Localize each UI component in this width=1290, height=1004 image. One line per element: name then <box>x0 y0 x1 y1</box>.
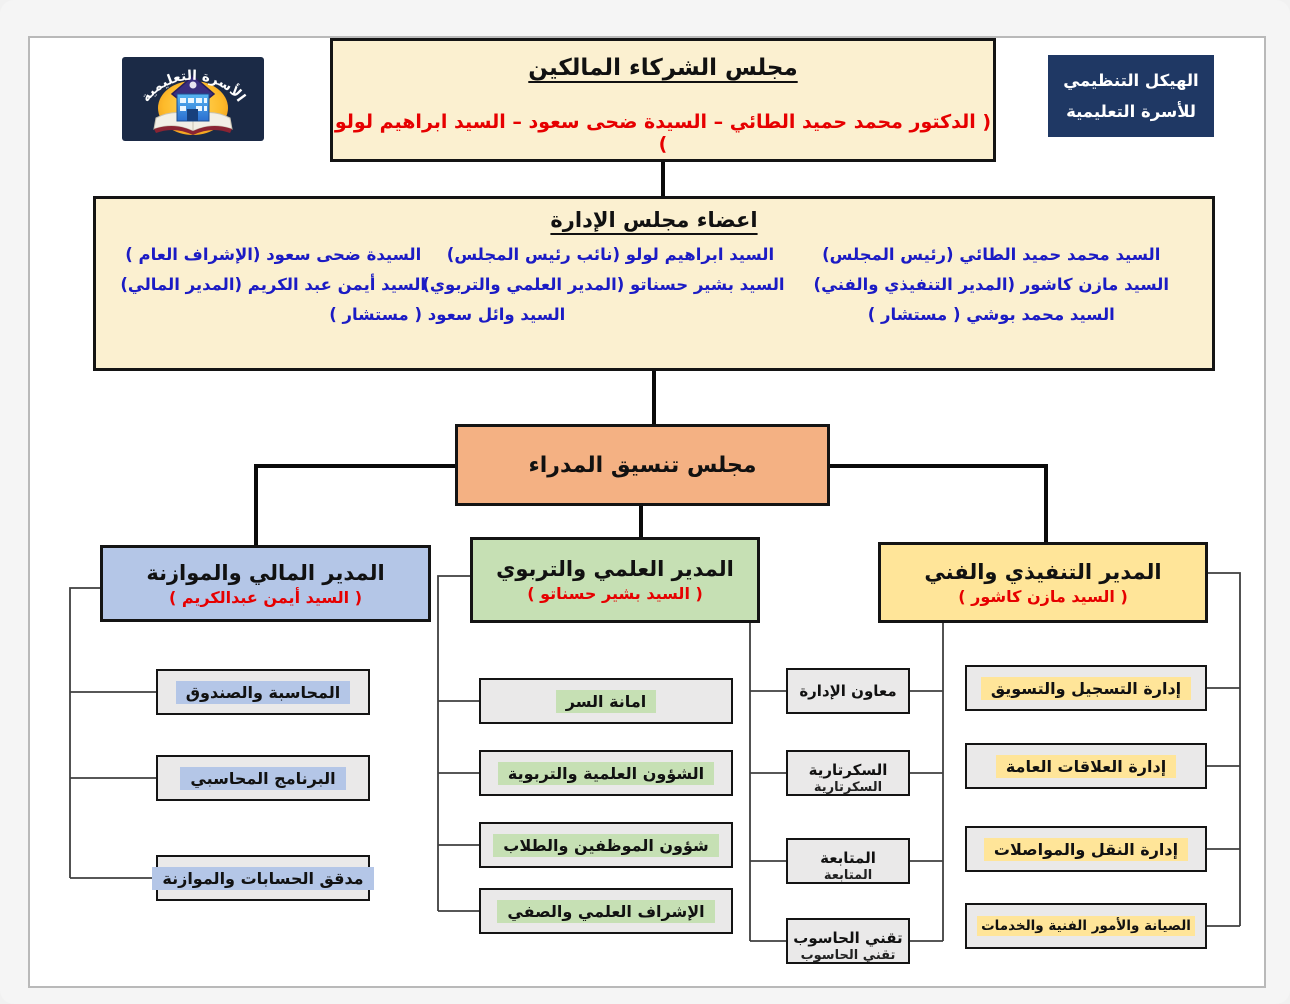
board-member: السيد محمد بوشي ( مستشار ) <box>867 305 1115 324</box>
financial-unit-accounting: المحاسبة والصندوق <box>156 669 370 715</box>
executive-unit-transportation: إدارة النقل والمواصلات <box>965 826 1207 872</box>
support-unit-secretary: السكرتارية السكرتارية <box>786 750 910 796</box>
financial-manager-person: ( السيد أيمن عبدالكريم ) <box>168 587 363 607</box>
board-member: السيد أيمن عبد الكريم (المدير المالي) <box>120 275 427 294</box>
financial-unit-auditor: مدقق الحسابات والموازنة <box>156 855 370 901</box>
academic-manager-box <box>470 537 760 623</box>
academic-unit-staff-students: شؤون الموظفين والطلاب <box>479 822 733 868</box>
board-member: السيد محمد حميد الطائي (رئيس المجلس) <box>822 245 1161 264</box>
badge-line-2: للأسرة التعليمية <box>1066 102 1196 121</box>
executive-manager-person: ( السيد مازن كاشور ) <box>958 586 1128 606</box>
executive-manager-title: المدير التنفيذي والفني <box>924 559 1162 584</box>
support-unit-computer-tech: تقني الحاسوب تقني الحاسوب <box>786 918 910 964</box>
owners-board-title: مجلس الشركاء المالكين <box>528 55 798 81</box>
board-members-box <box>93 196 1215 371</box>
board-member: السيد ابراهيم لولو (نائب رئيس المجلس) <box>446 245 775 264</box>
academic-manager-title: المدير العلمي والتربوي <box>496 557 734 581</box>
logo-text: الأسرة التعليمية <box>137 67 249 106</box>
board-member: السيدة ضحى سعود (الإشراف العام ) <box>125 245 422 264</box>
executive-unit-registration-marketing: إدارة التسجيل والتسويق <box>965 665 1207 711</box>
support-unit-admin-assistant: معاون الإدارة <box>786 668 910 714</box>
academic-unit-secretariat: امانة السر <box>479 678 733 724</box>
board-member: السيد وائل سعود ( مستشار ) <box>329 305 566 324</box>
owners-board-partners: ( الدكتور محمد حميد الطائي – السيدة ضحى سعود – السيد ابراهيم لولو ) <box>334 111 992 155</box>
coordination-council-box <box>455 424 830 506</box>
board-member: السيد بشير حسناتو (المدير العلمي والتربوي) <box>422 275 785 294</box>
board-members-title: اعضاء مجلس الإدارة <box>550 208 758 232</box>
support-unit-followup: المتابعة المتابعة <box>786 838 910 884</box>
owners-board-box <box>330 38 996 162</box>
coordination-council-title: مجلس تنسيق المدراء <box>528 452 757 478</box>
executive-manager-box <box>878 542 1208 623</box>
financial-manager-title: المدير المالي والموازنة <box>146 560 385 585</box>
executive-unit-maintenance-services: الصيانة والأمور الفنية والخدمات <box>965 903 1207 949</box>
chart-title-badge <box>1048 55 1214 137</box>
academic-unit-supervision: الإشراف العلمي والصفي <box>479 888 733 934</box>
financial-manager-box <box>100 545 431 622</box>
academic-manager-person: ( السيد بشير حسناتو ) <box>527 584 703 603</box>
academic-unit-scientific-affairs: الشؤون العلمية والتربوية <box>479 750 733 796</box>
financial-unit-accounting-software: البرنامج المحاسبي <box>156 755 370 801</box>
badge-line-1: الهيكل التنظيمي <box>1063 71 1199 90</box>
board-member: السيد مازن كاشور (المدير التنفيذي والفني) <box>813 275 1170 294</box>
org-logo <box>122 57 264 141</box>
executive-unit-public-relations: إدارة العلاقات العامة <box>965 743 1207 789</box>
